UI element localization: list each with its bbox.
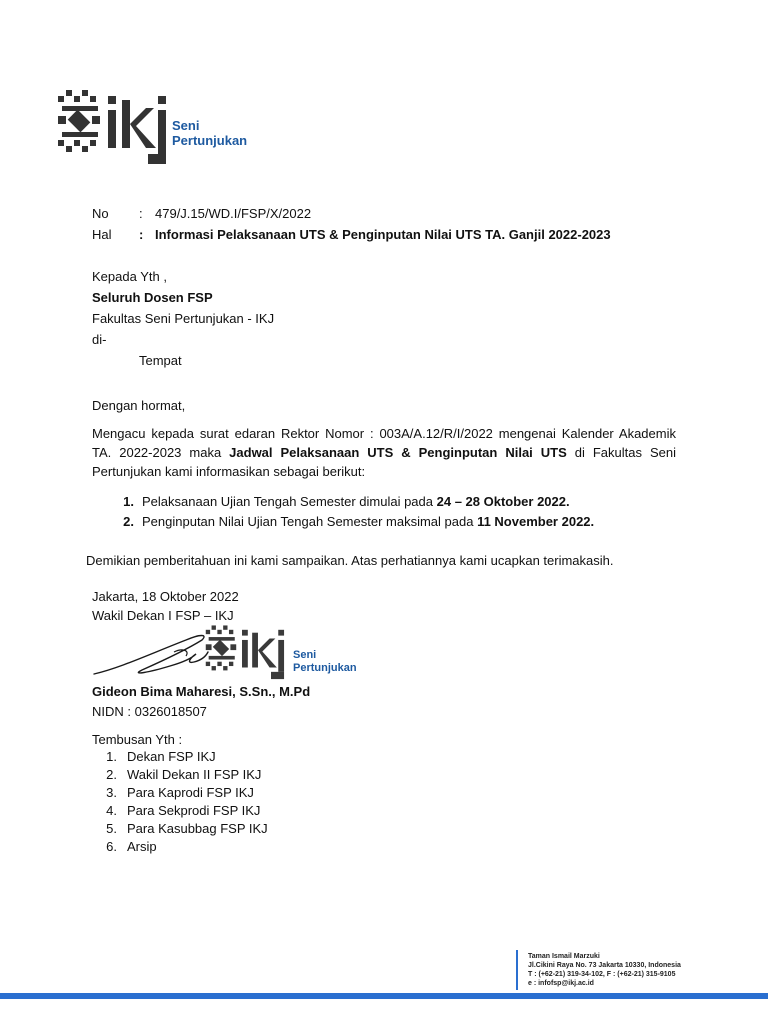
footer-line4: e : infofsp@ikj.ac.id — [528, 980, 594, 987]
place-date: Jakarta, 18 Oktober 2022 — [92, 589, 239, 604]
closing-sentence: Demikian pemberitahuan ini kami sampaikan. Atas perhatiannya kami ucapkan terimakasih. — [86, 553, 614, 568]
signer-position: Wakil Dekan I FSP – IKJ — [92, 608, 234, 623]
list-item-number: 2. — [123, 514, 134, 529]
letter-subject: Informasi Pelaksanaan UTS & Penginputan Nilai UTS TA. Ganjil 2022-2023 — [155, 227, 611, 242]
list-item — [92, 838, 392, 856]
list-item-number: 1. — [123, 494, 134, 509]
letter-number: 479/J.15/WD.I/FSP/X/2022 — [155, 206, 312, 221]
address-line1: Kepada Yth , — [92, 269, 167, 284]
cc-text: Wakil Dekan II FSP IKJ — [127, 767, 262, 782]
list-item-label: Penginputan Nilai Ujian Tengah Semester maksimal pada — [142, 514, 478, 529]
ikj-emblem-icon — [200, 624, 292, 682]
cc-text: Para Kaprodi FSP IKJ — [127, 785, 254, 800]
list-item-text — [142, 512, 594, 532]
cc-text: Arsip — [127, 839, 157, 854]
logo-text-line2: Pertunjukan — [172, 133, 248, 148]
list-item — [92, 802, 392, 820]
cc-number: 5. — [106, 821, 117, 836]
logo-text-line1: Seni — [172, 118, 200, 133]
cc-text: Para Sekprodi FSP IKJ — [127, 803, 261, 818]
cc-text: Dekan FSP IKJ — [127, 749, 216, 764]
signer-nidn: NIDN : 0326018507 — [92, 704, 207, 719]
body-text-bold: Jadwal Pelaksanaan UTS & Penginputan Nilai UTS — [229, 445, 567, 460]
list-item-label: Pelaksanaan Ujian Tengah Semester dimulai pada — [142, 494, 437, 509]
address-place: Tempat — [139, 353, 182, 368]
body-paragraph — [92, 424, 676, 481]
footer-bar — [0, 993, 768, 999]
stamp-logo — [200, 624, 400, 684]
no-label: No — [92, 206, 109, 221]
cc-number: 6. — [106, 839, 117, 854]
footer-line1: Taman Ismail Marzuki — [528, 953, 600, 960]
subject-colon: : — [139, 227, 144, 242]
body-text-part2: di Fakultas Seni Pertunjukan kami informasikan sebagai berikut: — [92, 445, 676, 479]
body-text-part1: Mengacu kepada surat edaran Rektor Nomor : 003A/A.12/R/I/2022 mengenai Kalender Akademik TA. 2022-2023 maka — [92, 426, 676, 460]
subject-label: Hal — [92, 227, 112, 242]
list-item — [92, 492, 692, 512]
ikj-emblem-icon — [56, 88, 171, 168]
stamp-text-line1: Seni — [293, 649, 317, 661]
address-recipient: Seluruh Dosen FSP — [92, 290, 213, 305]
list-item-date: 11 November 2022. — [477, 514, 595, 529]
greeting: Dengan hormat, — [92, 398, 186, 413]
cc-list — [92, 748, 392, 856]
list-item-text — [142, 492, 570, 512]
footer-address — [516, 952, 768, 988]
list-item — [92, 766, 392, 784]
cc-number: 2. — [106, 767, 117, 782]
address-di: di- — [92, 332, 107, 347]
cc-number: 4. — [106, 803, 117, 818]
footer-line3: T : (+62-21) 319-34-102, F : (+62-21) 315-9105 — [528, 971, 676, 978]
address-faculty: Fakultas Seni Pertunjukan - IKJ — [92, 311, 275, 326]
schedule-list — [92, 492, 692, 532]
footer-line2: Jl.Cikini Raya No. 73 Jakarta 10330, Indonesia — [528, 962, 681, 969]
cc-number: 3. — [106, 785, 117, 800]
signer-name: Gideon Bima Maharesi, S.Sn., M.Pd — [92, 684, 311, 699]
cc-text: Para Kasubbag FSP IKJ — [127, 821, 268, 836]
cc-title: Tembusan Yth : — [92, 732, 183, 747]
list-item-date: 24 – 28 Oktober 2022. — [436, 494, 570, 509]
list-item — [92, 784, 392, 802]
ikj-logo — [56, 88, 276, 168]
list-item — [92, 512, 692, 532]
list-item — [92, 748, 392, 766]
stamp-text-line2: Pertunjukan — [293, 662, 357, 674]
list-item — [92, 820, 392, 838]
cc-number: 1. — [106, 749, 117, 764]
no-colon: : — [139, 206, 143, 221]
